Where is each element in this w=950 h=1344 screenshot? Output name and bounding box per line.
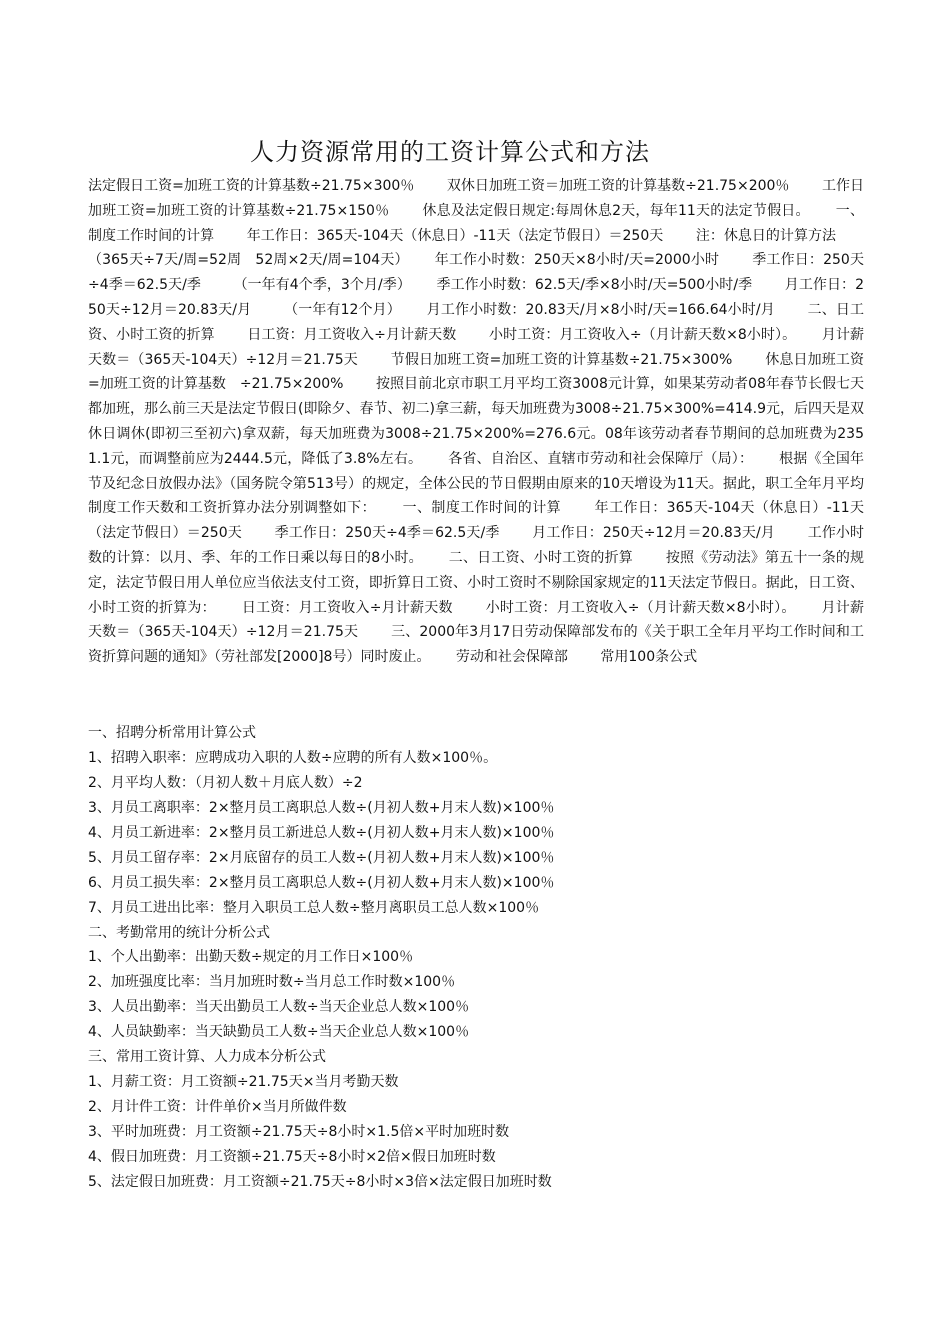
body-segment: 劳动和社会保障部 xyxy=(455,649,568,666)
formula-line: 1、月薪工资：月工资额÷21.75天×当月考勤天数 xyxy=(88,1074,399,1091)
body-segment: 各省、自治区、直辖市劳动和社会保障厅（局）： xyxy=(448,450,747,467)
body-segment: 小时工资：月工资收入÷（月计薪天数×8小时）。 xyxy=(485,599,789,616)
body-segment: 月工作日：250天÷12月＝20.83天/月 xyxy=(532,525,775,542)
formula-line: 5、法定假日加班费：月工资额÷21.75天÷8小时×3倍×法定假日加班时数 xyxy=(88,1173,552,1190)
body-segment: 日工资：月工资收入÷月计薪天数 xyxy=(247,326,457,343)
formula-line: 4、假日加班费：月工资额÷21.75天÷8小时×2倍×假日加班时数 xyxy=(88,1148,496,1165)
body-segment: 季工作小时数：62.5天/季×8小时/天=500小时/季 xyxy=(436,277,753,294)
formula-line: 7、月员工进出比率：整月入职员工总人数÷整月离职员工总人数×100％ xyxy=(88,899,540,916)
body-segment: 月计薪天数＝（365天-104天）÷12月＝21.75天 xyxy=(88,599,865,641)
formula-line: 1、个人出勤率：出勤天数÷规定的月工作日×100％ xyxy=(88,949,414,966)
body-segment: 日工资：月工资收入÷月计薪天数 xyxy=(241,599,453,616)
body-segment: 月工作日：250天÷12月＝20.83天/月 xyxy=(88,277,864,318)
body-segment: （一年有4个季，3个月/季） xyxy=(233,277,404,294)
formula-line: 4、人员缺勤率：当天缺勤员工人数÷当天企业总人数×100％ xyxy=(88,1024,470,1041)
formula-line: 2、加班强度比率：当月加班时数÷当月总工作时数×100％ xyxy=(88,974,456,991)
body-segment: 节假日加班工资=加班工资的计算基数÷21.75×300% xyxy=(390,351,733,368)
section-heading: 一、招聘分析常用计算公式 xyxy=(88,725,256,741)
body-paragraph xyxy=(88,174,864,670)
formula-line: 3、平时加班费：月工资额÷21.75天÷8小时×1.5倍×平时加班时数 xyxy=(88,1124,510,1140)
body-segment: 休息及法定假日规定:每周休息2天，每年11天的法定节假日。 xyxy=(422,202,803,219)
body-segment: 小时工资：月工资收入÷（月计薪天数×8小时）。 xyxy=(489,326,790,343)
body-segment: 工作小时数的计算：以月、季、年的工作日乘以每日的8小时。 xyxy=(88,525,865,566)
body-segment: 按照《劳动法》第五十一条的规定，法定节假日用人单位应当依法支付工资，即折算日工资、小时工资时不剔除国家规定的11天法定节假日。据此，日工资、小时工资的折算为： xyxy=(88,549,865,616)
section-heading: 三、常用工资计算、人力成本分析公式 xyxy=(88,1049,326,1066)
body-segment: （一年有12个月） xyxy=(284,301,394,318)
body-segment: 季工作日：250天÷4季＝62.5天/季 xyxy=(274,525,500,542)
body-segment: 年工作日：365天-104天（休息日）-11天（法定节假日）＝250天 xyxy=(246,227,664,244)
section-heading: 二、考勤常用的统计分析公式 xyxy=(88,924,270,941)
body-segment: 月工作小时数：20.83天/月×8小时/天=166.64小时/月 xyxy=(426,301,775,318)
body-segment: 休息日加班工资=加班工资的计算基数 ÷21.75×200% xyxy=(88,351,865,393)
body-segment: 按照目前北京市职工月平均工资3008元计算，如果某劳动者08年春节长假七天都加班，那么前三天是法定节假日(即除夕、春节、初二)拿三薪，每天加班费为3008÷21.75×300%=414.9元，后四天是双休日调休(即初三至初六)拿双薪，每天加班费为3008÷21.75×200%=276.6元。08年该劳动者春节期间的总加班费为2351.1元，而调整前应为2444.5元，降低了3.8%左右。 xyxy=(88,376,864,467)
body-segment: 年工作小时数：250天×8小时/天=2000小时 xyxy=(434,252,720,269)
body-segment: 三、2000年3月17日劳动保障部发布的《关于职工全年月平均工作时间和工资折算问题的通知》（劳社部发[2000]8号）同时废止。 xyxy=(88,624,865,666)
formula-line: 1、招聘入职率：应聘成功入职的人数÷应聘的所有人数×100％。 xyxy=(88,749,498,766)
body-segment: 季工作日：250天÷4季＝62.5天/季 xyxy=(88,252,865,294)
body-segment: 工作日加班工资=加班工资的计算基数÷21.75×150％ xyxy=(88,178,865,219)
body-segment: 一、制度工作时间的计算 xyxy=(402,500,562,517)
body-segment: 常用100条公式 xyxy=(600,649,698,666)
document-title: 人力资源常用的工资计算公式和方法 xyxy=(250,138,650,166)
formula-line: 3、月员工离职率：2×整月员工离职总人数÷(月初人数+月末人数)×100％ xyxy=(88,799,555,816)
formula-line: 4、月员工新进率：2×整月员工新进总人数÷(月初人数+月末人数)×100％ xyxy=(88,824,555,841)
formula-line: 2、月平均人数：（月初人数＋月底人数）÷2 xyxy=(88,774,363,791)
body-segment: 年工作日：365天-104天（休息日）-11天（法定节假日）＝250天 xyxy=(88,500,865,542)
body-segment: 二、日工资、小时工资的折算 xyxy=(448,549,633,566)
formula-line: 5、月员工留存率：2×月底留存的员工人数÷(月初人数+月末人数)×100％ xyxy=(88,849,555,866)
body-segment: （365天÷7天/周=52周 52周×2天/周=104天） xyxy=(88,252,402,269)
body-segment: 一、制度工作时间的计算 xyxy=(88,202,865,244)
formula-list xyxy=(88,721,868,1195)
formula-line: 2、月计件工资：计件单价×当月所做件数 xyxy=(88,1099,347,1116)
body-segment: 注：休息日的计算方法 xyxy=(695,227,837,244)
body-segment: 月计薪天数＝（365天-104天）÷12月＝21.75天 xyxy=(88,326,865,368)
formula-line: 6、月员工损失率：2×整月员工离职总人数÷(月初人数+月末人数)×100％ xyxy=(88,874,555,891)
formula-line: 3、人员出勤率：当天出勤员工人数÷当天企业总人数×100％ xyxy=(88,999,470,1016)
body-segment: 双休日加班工资＝加班工资的计算基数÷21.75×200％ xyxy=(446,178,790,194)
body-segment: 根据《全国年节及纪念日放假办法》（国务院令第513号）的规定，全体公民的节日假期由原来的10天增设为11天。据此，职工全年月平均制度工作天数和工资折算办法分别调整如下： xyxy=(88,450,865,517)
body-segment: 法定假日工资=加班工资的计算基数÷21.75×300％ xyxy=(88,178,415,194)
body-segment: 二、日工资、小时工资的折算 xyxy=(88,301,865,343)
